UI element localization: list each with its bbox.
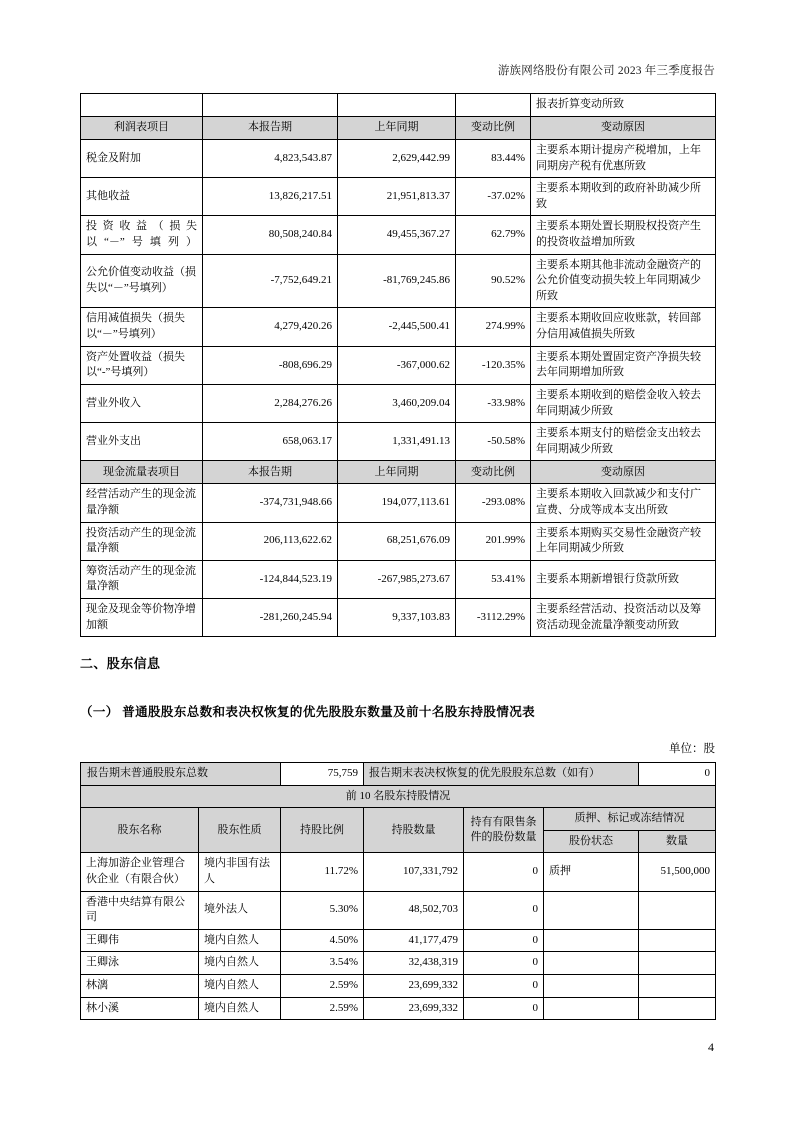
cashflow-header-change-pct: 变动比例 [456,461,531,484]
income-item: 投资收益（损失以“－”号填列） [81,216,203,254]
variance-table-body [81,94,716,637]
shareholder-ratio: 3.54% [281,952,364,975]
income-change-pct: 62.79% [456,216,531,254]
income-current: 4,823,543.87 [203,140,338,178]
cashflow-item: 投资活动产生的现金流量净额 [81,522,203,560]
shareholder-name: 林小溪 [81,997,199,1020]
shareholder-ratio: 11.72% [281,853,364,891]
shareholder-share-status: 质押 [544,853,639,891]
income-header-row [81,117,716,140]
header-holding-quantity: 持股数量 [364,808,464,853]
table-row [81,522,716,560]
cashflow-header-reason: 变动原因 [531,461,716,484]
table-row [81,997,716,1020]
common-shareholders-value: 75,759 [281,763,364,786]
shareholder-restricted: 0 [464,997,544,1020]
shareholder-header-row-1 [81,808,716,831]
shareholder-ratio: 2.59% [281,975,364,998]
income-reason: 主要系本期处置固定资产净损失较去年同期增加所致 [531,346,716,384]
table-row [81,254,716,308]
income-previous: 2,629,442.99 [338,140,456,178]
income-current: -7,752,649.21 [203,254,338,308]
cashflow-current: 206,113,622.62 [203,522,338,560]
shareholder-nature: 境内非国有法人 [199,853,281,891]
cashflow-previous: 68,251,676.09 [338,522,456,560]
shareholder-name: 香港中央结算有限公司 [81,891,199,929]
shareholder-pledge-amount [639,952,716,975]
income-change-pct: -33.98% [456,384,531,422]
shareholder-pledge-amount [639,891,716,929]
income-current: 13,826,217.51 [203,178,338,216]
cashflow-header-previous: 上年同期 [338,461,456,484]
income-item: 税金及附加 [81,140,203,178]
cashflow-change-pct: -3112.29% [456,599,531,637]
income-previous: 49,455,367.27 [338,216,456,254]
income-previous: -367,000.62 [338,346,456,384]
cashflow-previous: 9,337,103.83 [338,599,456,637]
shareholder-share-status [544,952,639,975]
shareholder-pledge-amount: 51,500,000 [639,853,716,891]
table-row [81,929,716,952]
shareholder-quantity: 48,502,703 [364,891,464,929]
income-item: 信用减值损失（损失以“－”号填列） [81,308,203,346]
shareholder-share-status [544,891,639,929]
shareholder-pledge-amount [639,975,716,998]
carryover-blank-current [203,94,338,117]
income-current: 658,063.17 [203,423,338,461]
cashflow-header-item: 现金流量表项目 [81,461,203,484]
income-current: 2,284,276.26 [203,384,338,422]
shareholder-ratio: 2.59% [281,997,364,1020]
cashflow-current: -374,731,948.66 [203,484,338,522]
shareholder-restricted: 0 [464,853,544,891]
cashflow-previous: -267,985,273.67 [338,560,456,598]
income-item: 资产处置收益（损失以“-”号填列） [81,346,203,384]
income-reason: 主要系本期收到的政府补助减少所致 [531,178,716,216]
table-row [81,853,716,891]
table-row [81,216,716,254]
shareholder-nature: 境内自然人 [199,975,281,998]
shareholder-name: 林漓 [81,975,199,998]
shareholder-share-status [544,975,639,998]
heading-shareholder-table: （一） 普通股股东总数和表决权恢复的优先股股东数量及前十名股东持股情况表 [80,705,536,719]
shareholder-pledge-amount [639,929,716,952]
income-header-previous: 上年同期 [338,117,456,140]
income-previous: 3,460,209.04 [338,384,456,422]
shareholder-nature: 境内自然人 [199,929,281,952]
shareholder-name: 上海加游企业管理合伙企业（有限合伙） [81,853,199,891]
carryover-blank-item [81,94,203,117]
shareholder-quantity: 23,699,332 [364,997,464,1020]
income-change-pct: -50.58% [456,423,531,461]
table-row [81,975,716,998]
income-header-item: 利润表项目 [81,117,203,140]
table-row-carryover [81,94,716,117]
shareholders-table [80,762,716,1020]
cashflow-change-pct: 53.41% [456,560,531,598]
header-shareholder-nature: 股东性质 [199,808,281,853]
table-row [81,384,716,422]
shareholders-table-body [81,763,716,1020]
income-previous: -2,445,500.41 [338,308,456,346]
shareholder-ratio: 4.50% [281,929,364,952]
cashflow-previous: 194,077,113.61 [338,484,456,522]
income-header-change-pct: 变动比例 [456,117,531,140]
cashflow-header-row [81,461,716,484]
table-row [81,560,716,598]
preferred-shareholders-value: 0 [639,763,716,786]
cashflow-change-pct: 201.99% [456,522,531,560]
income-item: 营业外收入 [81,384,203,422]
heading-shareholder-info: 二、股东信息 [80,656,161,671]
income-reason: 主要系本期收到的赔偿金收入较去年同期减少所致 [531,384,716,422]
income-reason: 主要系本期其他非流动金融资产的公允价值变动损失较上年同期减少所致 [531,254,716,308]
shareholder-share-status [544,929,639,952]
income-change-pct: -37.02% [456,178,531,216]
cashflow-reason: 主要系经营活动、投资活动以及筹资活动现金流量净额变动所致 [531,599,716,637]
carryover-blank-pct [456,94,531,117]
shareholder-restricted: 0 [464,952,544,975]
shareholder-share-status [544,997,639,1020]
table-row [81,140,716,178]
cashflow-header-current: 本报告期 [203,461,338,484]
income-previous: 21,951,813.37 [338,178,456,216]
shareholder-nature: 境内自然人 [199,952,281,975]
shareholder-name: 王卿伟 [81,929,199,952]
shareholder-quantity: 32,438,319 [364,952,464,975]
header-pledge-group: 质押、标记或冻结情况 [544,808,716,831]
variance-table [80,93,716,637]
income-change-pct: -120.35% [456,346,531,384]
table-row [81,346,716,384]
carryover-blank-previous [338,94,456,117]
shareholder-restricted: 0 [464,929,544,952]
income-reason: 主要系本期处置长期股权投资产生的投资收益增加所致 [531,216,716,254]
income-current: 4,279,420.26 [203,308,338,346]
table-row [81,308,716,346]
income-current: -808,696.29 [203,346,338,384]
unit-label: 单位：股 [669,743,715,755]
table-row [81,891,716,929]
income-item: 营业外支出 [81,423,203,461]
table-row [81,952,716,975]
income-change-pct: 274.99% [456,308,531,346]
cashflow-item: 现金及现金等价物净增加额 [81,599,203,637]
income-item: 其他收益 [81,178,203,216]
cashflow-reason: 主要系本期购买交易性金融资产较上年同期减少所致 [531,522,716,560]
shareholder-totals-row [81,763,716,786]
shareholder-quantity: 41,177,479 [364,929,464,952]
cashflow-change-pct: -293.08% [456,484,531,522]
income-change-pct: 90.52% [456,254,531,308]
preferred-shareholders-label: 报告期末表决权恢复的优先股股东总数（如有） [364,763,639,786]
page-number: 4 [708,1040,714,1054]
table-row [81,599,716,637]
cashflow-current: -281,260,245.94 [203,599,338,637]
shareholder-quantity: 107,331,792 [364,853,464,891]
shareholder-nature: 境外法人 [199,891,281,929]
income-header-reason: 变动原因 [531,117,716,140]
income-reason: 主要系本期收回应收账款，转回部分信用减值损失所致 [531,308,716,346]
income-reason: 主要系本期计提房产税增加，上年同期房产税有优惠所致 [531,140,716,178]
table-row [81,178,716,216]
header-restricted-shares: 持有有限售条件的股份数量 [464,808,544,853]
cashflow-current: -124,844,523.19 [203,560,338,598]
income-previous: -81,769,245.86 [338,254,456,308]
header-pledge-amount: 数量 [639,830,716,853]
cashflow-item: 筹资活动产生的现金流量净额 [81,560,203,598]
shareholder-ratio: 5.30% [281,891,364,929]
common-shareholders-label: 报告期末普通股股东总数 [81,763,281,786]
cashflow-item: 经营活动产生的现金流量净额 [81,484,203,522]
cashflow-reason: 主要系本期新增银行贷款所致 [531,560,716,598]
income-previous: 1,331,491.13 [338,423,456,461]
table-row [81,423,716,461]
shareholder-pledge-amount [639,997,716,1020]
carryover-reason: 报表折算变动所致 [531,94,716,117]
header-shareholder-name: 股东名称 [81,808,199,853]
income-header-current: 本报告期 [203,117,338,140]
top10-banner: 前 10 名股东持股情况 [81,785,716,808]
cashflow-reason: 主要系本期收入回款减少和支付广宣费、分成等成本支出所致 [531,484,716,522]
header-holding-ratio: 持股比例 [281,808,364,853]
document-header: 游族网络股份有限公司 2023 年三季度报告 [497,65,715,77]
shareholder-name: 王卿泳 [81,952,199,975]
income-change-pct: 83.44% [456,140,531,178]
header-share-status: 股份状态 [544,830,639,853]
shareholder-restricted: 0 [464,891,544,929]
income-current: 80,508,240.84 [203,216,338,254]
income-reason: 主要系本期支付的赔偿金支出较去年同期减少所致 [531,423,716,461]
shareholder-quantity: 23,699,332 [364,975,464,998]
shareholder-restricted: 0 [464,975,544,998]
shareholder-nature: 境内自然人 [199,997,281,1020]
table-row [81,484,716,522]
top10-banner-row [81,785,716,808]
income-item: 公允价值变动收益（损失以“－”号填列） [81,254,203,308]
